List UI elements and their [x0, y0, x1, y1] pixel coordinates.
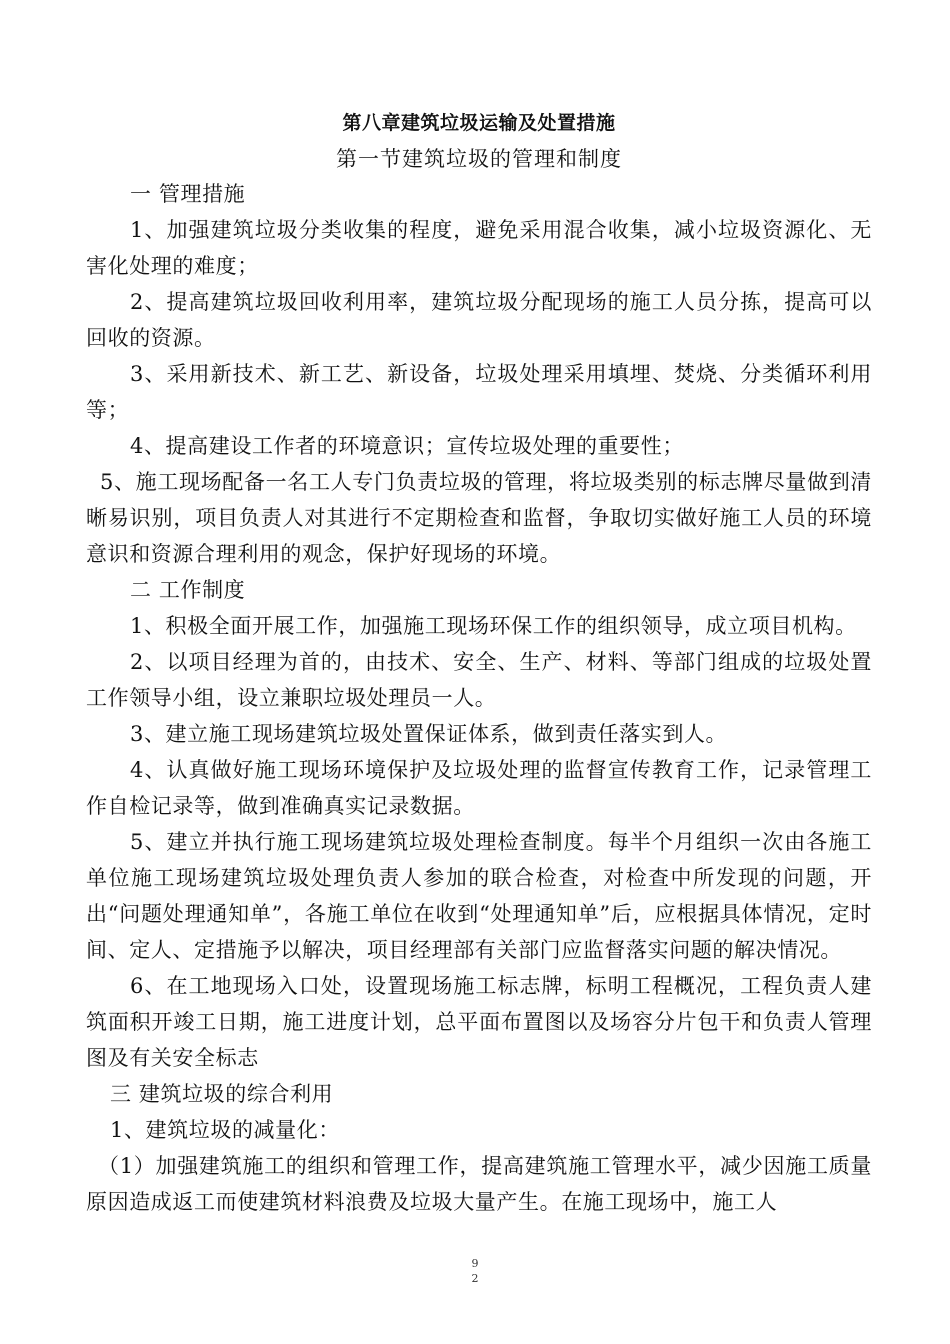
- page-number-line2: 2: [471, 1272, 479, 1285]
- part1-heading: 一 管理措施: [130, 182, 246, 206]
- part3-sub-heading: 1、建筑垃圾的减量化：: [110, 1118, 340, 1142]
- document-body: [86, 108, 872, 1220]
- part2-heading: 二 工作制度: [130, 578, 246, 602]
- section-title: 第一节建筑垃圾的管理和制度: [336, 147, 622, 171]
- part1-item-4: 4、提高建设工作者的环境意识；宣传垃圾处理的重要性；: [130, 434, 684, 458]
- part1-item-1: 1、加强建筑垃圾分类收集的程度，避免采用混合收集，减小垃圾资源化、无害化处理的难度；: [86, 218, 872, 278]
- page-number-line1: 9: [471, 1257, 479, 1270]
- part1-item-5: 5、施工现场配备一名工人专门负责垃圾的管理，将垃圾类别的标志牌尽量做到清晰易识别，项目负责人对其进行不定期检查和监督，争取切实做好施工人员的环境意识和资源合理利用的观念，保护好现场的环境。: [86, 470, 872, 566]
- part1-item-3: 3、采用新技术、新工艺、新设备，垃圾处理采用填埋、焚烧、分类循环利用等；: [86, 362, 872, 422]
- part2-item-2: 2、以项目经理为首的，由技术、安全、生产、材料、等部门组成的垃圾处置工作领导小组，设立兼职垃圾处理员一人。: [86, 650, 872, 710]
- part1-item-2: 2、提高建筑垃圾回收利用率，建筑垃圾分配现场的施工人员分拣，提高可以回收的资源。: [86, 290, 872, 350]
- part2-item-1: 1、积极全面开展工作，加强施工现场环保工作的组织领导，成立项目机构。: [130, 614, 857, 638]
- chapter-title: 第八章建筑垃圾运输及处置措施: [342, 112, 616, 134]
- part2-item-5: 5、建立并执行施工现场建筑垃圾处理检查制度。每半个月组织一次由各施工单位施工现场建筑垃圾处理负责人参加的联合检查，对检查中所发现的问题，开出“问题处理通知单”，各施工单位在收到“处理通知单”后，应根据具体情况，定时间、定人、定措施予以解决，项目经理部有关部门应监督落实问题的解决情况。: [86, 830, 872, 962]
- part2-item-4: 4、认真做好施工现场环境保护及垃圾处理的监督宣传教育工作，记录管理工作自检记录等，做到准确真实记录数据。: [86, 758, 872, 818]
- part2-item-6: 6、在工地现场入口处，设置现场施工标志牌，标明工程概况，工程负责人建筑面积开竣工日期，施工进度计划，总平面布置图以及场容分片包干和负责人管理图及有关安全标志: [86, 974, 872, 1070]
- part3-item-1: （1）加强建筑施工的组织和管理工作，提高建筑施工管理水平，减少因施工质量原因造成返工而使建筑材料浪费及垃圾大量产生。在施工现场中，施工人: [86, 1154, 872, 1214]
- part2-item-3: 3、建立施工现场建筑垃圾处置保证体系，做到责任落实到人。: [130, 722, 728, 746]
- part3-heading: 三 建筑垃圾的综合利用: [110, 1082, 334, 1106]
